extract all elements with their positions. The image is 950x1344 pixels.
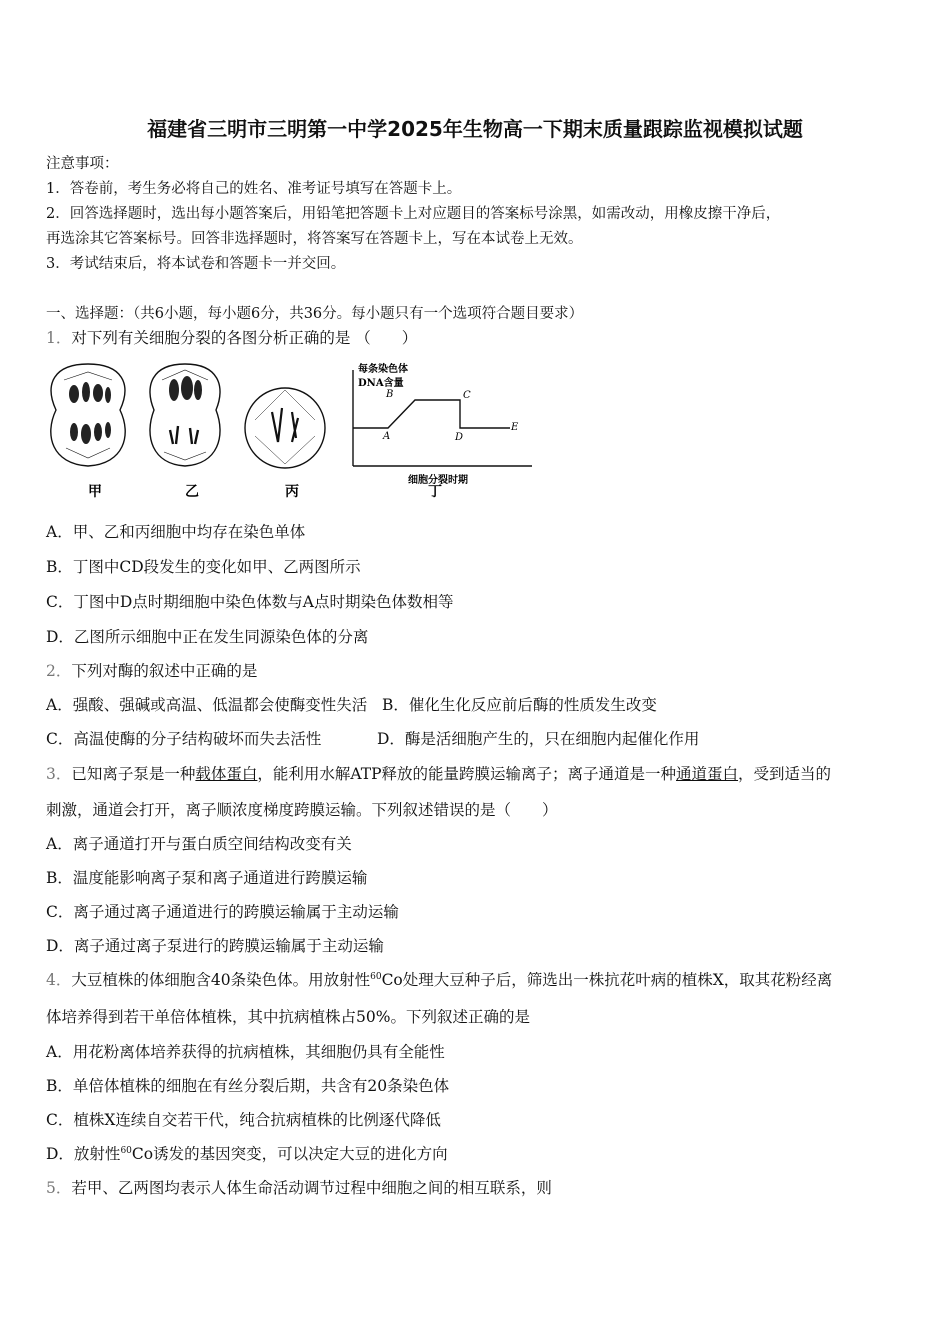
option: C．高温使酶的分子结构破坏而失去活性 <box>46 730 322 748</box>
question-number: 4． <box>46 971 72 989</box>
question-2-stem: 2．下列对酶的叙述中正确的是 <box>46 662 258 680</box>
question-3-stem-line2: 刺激，通道会打开，离子顺浓度梯度跨膜运输。下列叙述错误的是（ ） <box>46 801 558 819</box>
question-5-stem: 5．若甲、乙两图均表示人体生命活动调节过程中细胞之间的相互联系，则 <box>46 1179 552 1197</box>
notice-item: 2．回答选择题时，选出每小题答案后，用铅笔把答题卡上对应题目的答案标号涂黑，如需改动，用橡皮擦干净后， <box>46 206 781 222</box>
question-number: 5． <box>46 1179 72 1197</box>
figure-label: 甲 <box>88 484 102 500</box>
graph-point-label: E <box>511 422 519 433</box>
graph-xlabel: 细胞分裂时期 <box>408 475 468 486</box>
question-number: 3． <box>46 765 72 783</box>
option: C．丁图中D点时期细胞中染色体数与A点时期染色体数相等 <box>46 593 454 611</box>
option: A．强酸、强碱或高温、低温都会使酶变性失活 <box>46 696 368 714</box>
option: C．植株X连续自交若干代，纯合抗病植株的比例逐代降低 <box>46 1111 441 1129</box>
question-number: 2． <box>46 662 72 680</box>
option: A．用花粉离体培养获得的抗病植株，其细胞仍具有全能性 <box>46 1043 445 1061</box>
option: D．乙图所示细胞中正在发生同源染色体的分离 <box>46 628 369 646</box>
option: C．离子通过离子通道进行的跨膜运输属于主动运输 <box>46 903 399 921</box>
option: A．甲、乙和丙细胞中均存在染色单体 <box>46 523 306 541</box>
cell-yi <box>150 364 220 466</box>
graph-curve <box>353 400 510 428</box>
option: B．温度能影响离子泵和离子通道进行跨膜运输 <box>46 869 368 887</box>
graph-point-label: D <box>455 432 464 443</box>
graph-point-label: A <box>383 431 391 442</box>
page-title: 福建省三明市三明第一中学2025年生物高一下期末质量跟踪监视模拟试题 <box>147 117 803 141</box>
figure-label: 乙 <box>185 484 199 500</box>
option: B．丁图中CD段发生的变化如甲、乙两图所示 <box>46 558 361 576</box>
option: B．单倍体植株的细胞在有丝分裂后期，共含有20条染色体 <box>46 1077 450 1095</box>
notice-item: 1．答卷前，考生务必将自己的姓名、准考证号填写在答题卡上。 <box>46 181 462 197</box>
graph-ylabel: 每条染色体 <box>358 364 408 375</box>
notice-heading: 注意事项： <box>46 156 119 172</box>
notice-item: 3．考试结束后，将本试卷和答题卡一并交回。 <box>46 256 346 272</box>
question-4-stem-line2: 体培养得到若干单倍体植株，其中抗病植株占50%。下列叙述正确的是 <box>46 1008 530 1026</box>
option: B．催化生化反应前后酶的性质发生改变 <box>382 696 657 714</box>
graph-point-label: B <box>386 389 394 400</box>
section-heading: 一、选择题：（共6小题，每小题6分，共36分。每小题只有一个选项符合题目要求） <box>46 306 584 322</box>
question-3-stem: 3．已知离子泵是一种载体蛋白，能利用水解ATP释放的能量跨膜运输离子；离子通道是一种通道蛋白，受到适当的 <box>46 765 832 783</box>
cell-bing <box>245 388 325 468</box>
question-number: 1． <box>46 329 72 347</box>
figure-label: 丁 <box>428 484 442 500</box>
option: D．离子通过离子泵进行的跨膜运输属于主动运输 <box>46 937 384 955</box>
question-1-stem: 1．对下列有关细胞分裂的各图分析正确的是 （ ） <box>46 329 418 347</box>
option: D．放射性$^{60}$Co诱发的基因突变，可以决定大豆的进化方向 <box>46 1145 448 1163</box>
question-4-stem: 4．大豆植株的体细胞含40条染色体。用放射性$^{60}$Co处理大豆种子后，筛选出一株抗花叶病的植株X，取其花粉经离 <box>46 971 833 989</box>
option: A．离子通道打开与蛋白质空间结构改变有关 <box>46 835 352 853</box>
cell-division-figure <box>40 360 540 505</box>
cell-jia <box>51 364 125 466</box>
notice-item: 再选涂其它答案标号。回答非选择题时，将答案写在答题卡上，写在本试卷上无效。 <box>46 231 583 247</box>
figure-label: 丙 <box>285 484 299 500</box>
graph-ylabel: DNA含量 <box>358 378 404 389</box>
graph-point-label: C <box>463 390 471 401</box>
dna-content-graph <box>353 362 532 486</box>
option: D．酶是活细胞产生的，只在细胞内起催化作用 <box>377 730 700 748</box>
